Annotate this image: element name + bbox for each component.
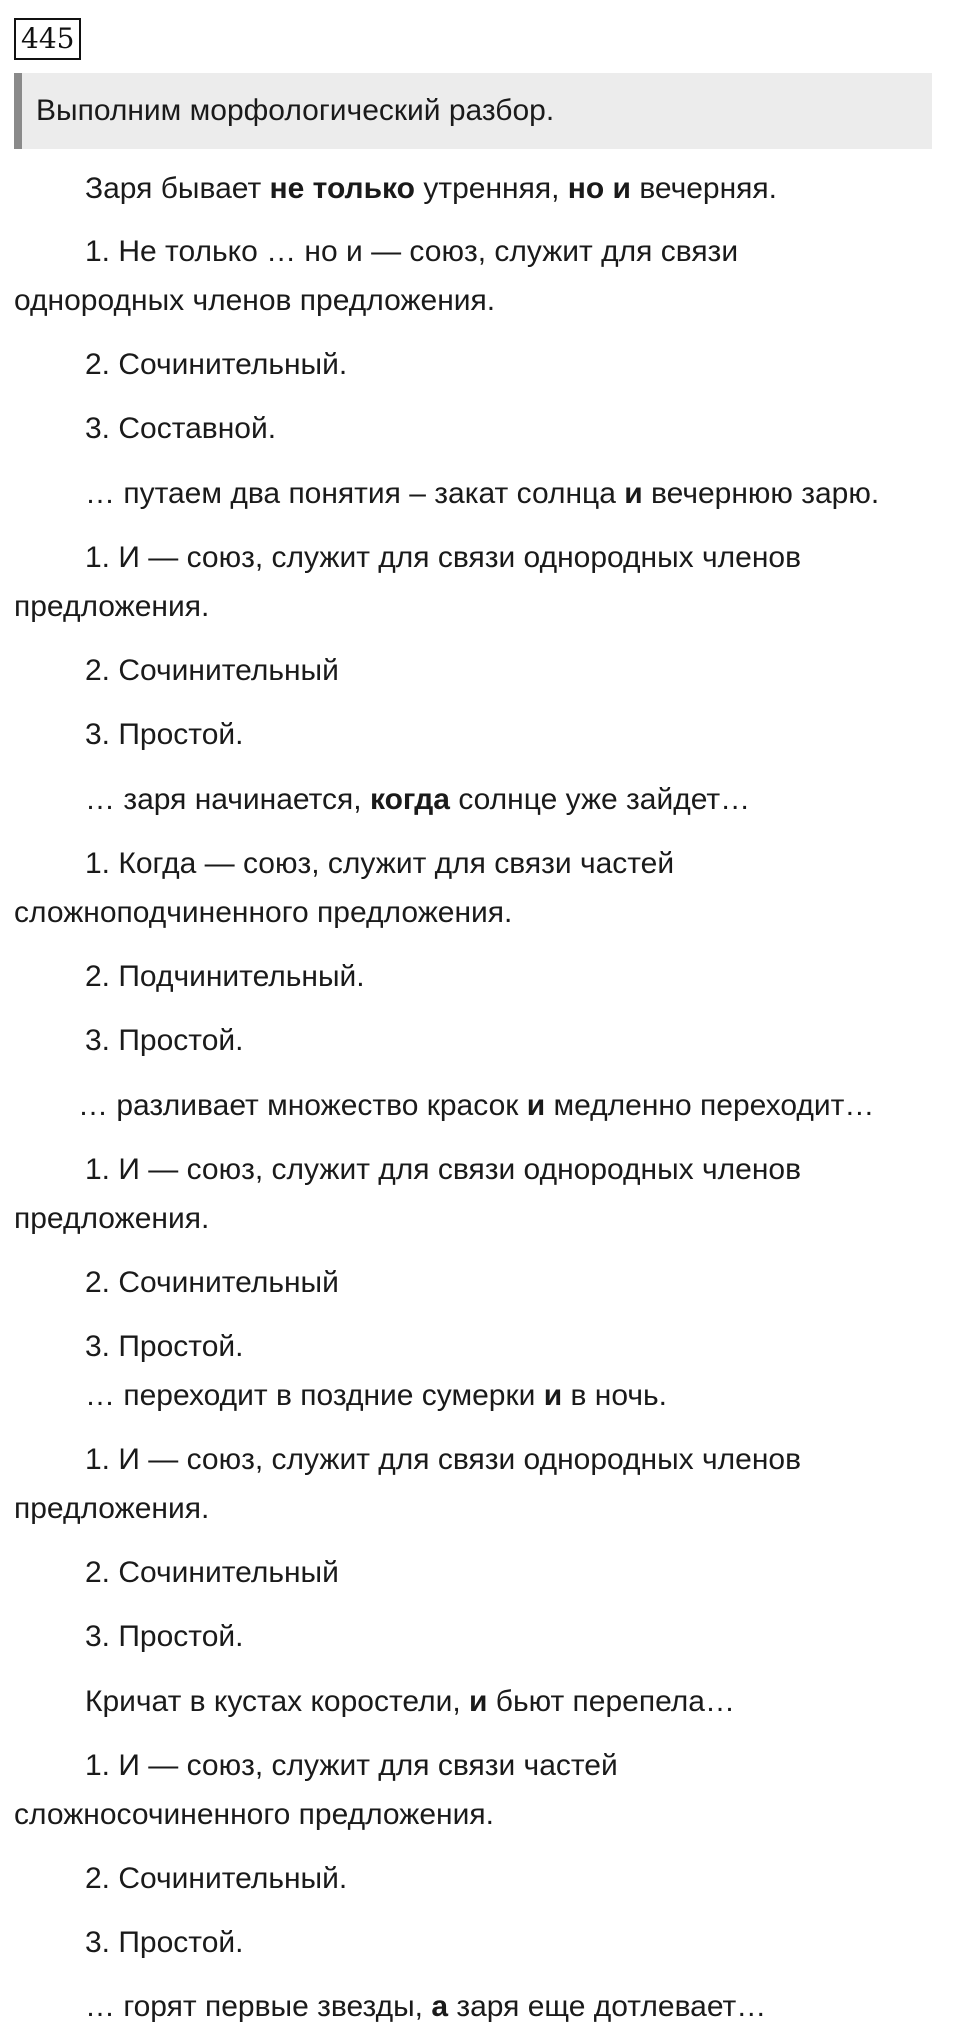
sentence-text: заря еще дотлевает… <box>448 1990 767 2023</box>
analysis-point: 2. Подчинительный. <box>85 960 365 993</box>
analysis-point: 1. И — союз, служит для связи однородных членов <box>85 541 802 574</box>
analysis-point: 1. И — союз, служит для связи однородных членов <box>85 1443 802 1476</box>
sentence-text: … путаем два понятия – закат солнца <box>85 477 625 510</box>
sentence-text: утренняя, <box>415 172 568 205</box>
analysis-point: 2. Сочинительный <box>85 1556 339 1589</box>
analysis-continuation: предложения. <box>14 1492 210 1525</box>
analysis-continuation: предложения. <box>14 1202 210 1235</box>
analysis-continuation: сложноподчиненного предложения. <box>14 896 513 929</box>
sentence-text: в ночь. <box>562 1379 667 1412</box>
example-sentence <box>14 164 954 213</box>
example-sentence <box>14 775 954 824</box>
sentence-text: вечерняя. <box>630 172 777 205</box>
analysis-point: 3. Простой. <box>85 1620 244 1653</box>
analysis-point: 3. Составной. <box>85 412 277 445</box>
analysis-continuation: однородных членов предложения. <box>14 284 496 317</box>
highlighted-conjunction: а <box>431 1990 449 2023</box>
analysis-point: 1. Когда — союз, служит для связи частей <box>85 847 675 880</box>
analysis-point: 3. Простой. <box>85 1024 244 1057</box>
example-sentence <box>14 1982 954 2031</box>
analysis-point: 3. Простой. <box>85 1926 244 1959</box>
analysis-point: 2. Сочинительный <box>85 1266 339 1299</box>
analysis-continuation: сложносочиненного предложения. <box>14 1798 494 1831</box>
example-sentence <box>14 469 954 518</box>
highlighted-conjunction: и <box>469 1685 488 1718</box>
sentence-text: … разливает множество красок <box>78 1089 527 1122</box>
analysis-point: 2. Сочинительный. <box>85 1862 348 1895</box>
highlighted-conjunction: но и <box>567 172 631 205</box>
task-heading: Выполним морфологический разбор. <box>14 73 932 149</box>
analysis-point: 2. Сочинительный. <box>85 348 348 381</box>
analysis-point: 2. Сочинительный <box>85 654 339 687</box>
sentence-text: медленно переходит… <box>545 1089 875 1122</box>
highlighted-conjunction: не только <box>269 172 415 205</box>
example-sentence <box>14 1081 954 1130</box>
analysis-point: 1. И — союз, служит для связи частей <box>85 1749 618 1782</box>
highlighted-conjunction: и <box>624 477 643 510</box>
sentence-text: бьют перепела… <box>487 1685 735 1718</box>
analysis-point: 1. Не только … но и — союз, служит для связи <box>85 235 739 268</box>
highlighted-conjunction: и <box>526 1089 546 1122</box>
analysis-point: 3. Простой. <box>85 718 244 751</box>
sentence-text: … горят первые звезды, <box>85 1990 432 2023</box>
sentence-text: солнце уже зайдет… <box>449 783 751 816</box>
highlighted-conjunction: когда <box>369 783 450 816</box>
analysis-point: 3. Простой. <box>85 1330 244 1363</box>
highlighted-conjunction: и <box>543 1379 563 1412</box>
sentence-text: … заря начинается, <box>85 783 370 816</box>
sentence-text: Кричат в кустах коростели, <box>85 1685 470 1718</box>
exercise-number: 445 <box>14 18 81 60</box>
sentence-text: вечернюю зарю. <box>642 477 880 510</box>
sentence-text: … переходит в поздние сумерки <box>85 1379 544 1412</box>
example-sentence <box>14 1677 954 1726</box>
analysis-point: 1. И — союз, служит для связи однородных членов <box>85 1153 802 1186</box>
analysis-continuation: предложения. <box>14 590 210 623</box>
sentence-text: Заря бывает <box>85 172 270 205</box>
example-sentence <box>14 1371 954 1420</box>
